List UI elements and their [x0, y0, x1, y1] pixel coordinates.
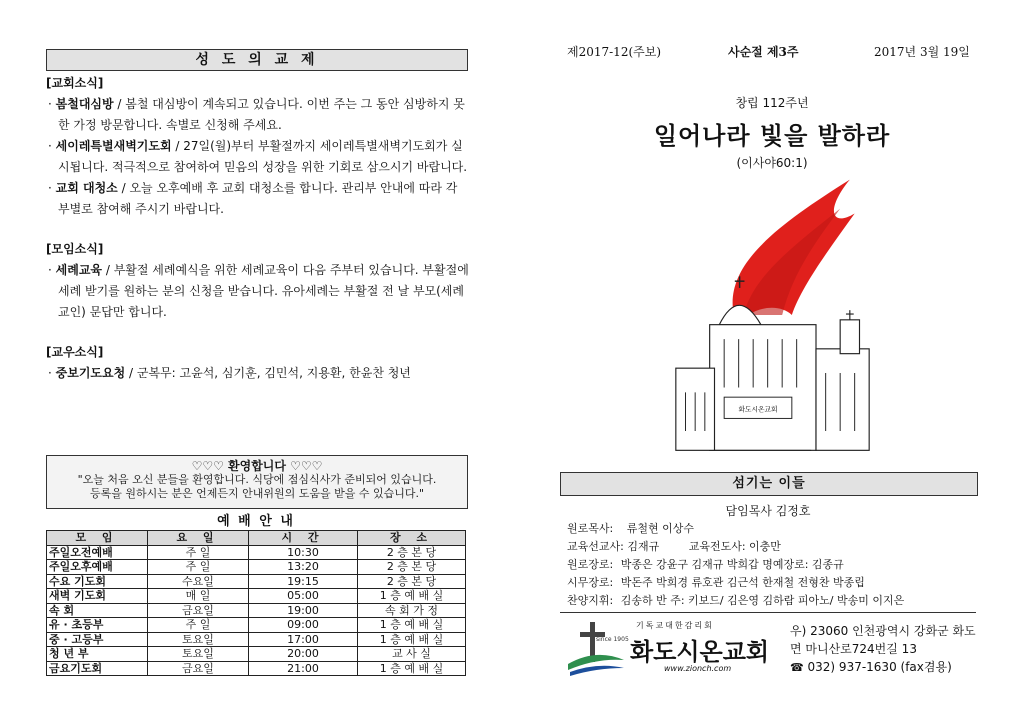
worship-schedule-table: [46, 530, 466, 676]
place-cell: 1 층 예 배 실: [358, 661, 466, 676]
day-cell: 매 일: [148, 589, 249, 604]
place-cell: 2 층 본 당: [358, 545, 466, 560]
day-cell: 주 일: [148, 618, 249, 633]
place-cell: 1 층 예 배 실: [358, 589, 466, 604]
theme-title: 일어나라 빛을 발하라: [653, 122, 891, 150]
day-cell: 주 일: [148, 560, 249, 575]
table-header-row: [47, 531, 466, 546]
welcome-line-2: 등록을 원하시는 분은 언제든지 안내위원의 도움을 받을 수 있습니다.": [89, 487, 425, 500]
news-item-title: 중보기도요청: [55, 366, 126, 380]
place-cell: 1 층 예 배 실: [358, 618, 466, 633]
news-item: · 봄철대심방 / 봄철 대심방이 계속되고 있습니다. 이번 주는 그 동안 심방하지 못한 가정 방문합니다. 속별로 신청해 주세요.: [48, 97, 465, 132]
news-item-text: / 봄철 대심방이 계속되고 있습니다. 이번 주는 그 동안 심방하지 못한 가정 방문합니다. 속별로 신청해 주세요.: [58, 97, 465, 132]
day-cell: 주 일: [148, 545, 249, 560]
church-illustration: [655, 170, 890, 460]
day-cell: 금요일: [148, 661, 249, 676]
liturgical-season: 사순절 제3주: [728, 45, 799, 59]
news-sections: [46, 72, 471, 384]
meeting-cell: 속 회: [47, 603, 148, 618]
staff-row: [567, 574, 977, 592]
staff-label: 찬양지휘:: [567, 594, 614, 607]
staff-list: [567, 520, 977, 610]
welcome-line-1: "오늘 처음 오신 분들을 환영합니다. 식당에 점심식사가 준비되어 있습니다.: [77, 473, 437, 486]
staff-names: 교육전도사: 이충만: [688, 540, 781, 553]
meeting-cell: 주일오후예배: [47, 560, 148, 575]
staff-names: 김송하 반 주: 키보드/ 김은영 김하람 피아노/ 박송미 이지은: [620, 594, 905, 607]
news-item-title: 봄철대심방: [55, 97, 114, 111]
church-website[interactable]: www.zionch.com: [664, 664, 732, 673]
news-item-title: 세례교육: [55, 263, 103, 277]
cross-icon: [566, 618, 626, 678]
table-row: [47, 545, 466, 560]
news-item: · 세이레특별새벽기도회 / 27일(월)부터 부활절까지 세이레특별새벽기도회가 실시됩니다. 적극적으로 참여하여 믿음의 성장을 위한 기회로 삼으시기 바랍니다.: [48, 139, 468, 174]
column-header: 장 소: [358, 531, 466, 546]
staff-label: 원로장로:: [567, 558, 614, 571]
column-header: 모 임: [47, 531, 148, 546]
column-header: 시 간: [249, 531, 358, 546]
staff-names: 류철현 이상수: [626, 522, 694, 535]
time-cell: 19:00: [249, 603, 358, 618]
place-cell: 2 층 본 당: [358, 574, 466, 589]
svg-text:화도시온교회: 화도시온교회: [738, 405, 778, 414]
time-cell: 09:00: [249, 618, 358, 633]
issue-number: 제2017-12(주보): [567, 45, 662, 59]
phone-line: [790, 658, 990, 677]
time-cell: 05:00: [249, 589, 358, 604]
bible-verse: (이사야60:1): [736, 156, 808, 170]
staff-label: 교육선교사: 김재규: [567, 540, 660, 553]
meeting-cell: 금요기도회: [47, 661, 148, 676]
church-name: 화도시온교회: [630, 638, 770, 666]
staff-names: 박종은 강윤구 김재규 박희갑 명예장로: 김종규: [620, 558, 844, 571]
address-line-1: 우) 23060 인천광역시 강화군 화도: [790, 624, 976, 638]
table-row: [47, 574, 466, 589]
staff-row: [567, 520, 977, 538]
denomination-label: 기독교대한감리회: [636, 621, 714, 630]
meeting-cell: 수요 기도회: [47, 574, 148, 589]
staff-row: [567, 592, 977, 610]
meeting-cell: 중 · 고등부: [47, 632, 148, 647]
news-item: · 세례교육 / 부활절 세례예식을 위한 세례교육이 다음 주부터 있습니다. 부활절에 세례 받기를 원하는 분의 신청을 받습니다. 유아세례는 부활절 전 날 부모(세례교인) 문답만 합니다.: [48, 263, 469, 319]
table-row: [47, 632, 466, 647]
table-row: [47, 647, 466, 662]
table-row: [47, 603, 466, 618]
section-heading: [교회소식]: [46, 76, 104, 90]
table-row: [47, 560, 466, 575]
meeting-cell: 유 · 초등부: [47, 618, 148, 633]
divider: [560, 612, 976, 613]
time-cell: 13:20: [249, 560, 358, 575]
servants-title: 섬기는 이들: [732, 476, 806, 491]
staff-names: 박돈주 박희경 류호관 김근석 한재철 전형찬 박종립: [620, 576, 865, 589]
news-item-text: / 부활절 세례예식을 위한 세례교육이 다음 주부터 있습니다. 부활절에 세례 받기를 원하는 분의 신청을 받습니다. 유아세례는 부활절 전 날 부모(세례교인) 문답만 합니다.: [58, 263, 469, 319]
meeting-cell: 새벽 기도회: [47, 589, 148, 604]
news-item-text: / 군복무: 고윤석, 심기훈, 김민석, 지용환, 한윤찬 청년: [125, 366, 411, 380]
address-line-2: 면 마니산로724번길 13: [790, 642, 917, 656]
church-logo: [566, 618, 784, 682]
table-row: [47, 618, 466, 633]
staff-label: 시무장로:: [567, 576, 614, 589]
table-row: [47, 661, 466, 676]
column-header: 요 일: [148, 531, 249, 546]
time-cell: 21:00: [249, 661, 358, 676]
news-item-text: / 오늘 오후예배 후 교회 대청소를 합니다. 관리부 안내에 따라 각 부별로 참여해 주시기 바랍니다.: [58, 181, 458, 216]
staff-label: 원로목사:: [567, 522, 614, 535]
meeting-cell: 주일오전예배: [47, 545, 148, 560]
phone-icon: ☎: [790, 661, 804, 674]
fellowship-title: 성 도 의 교 제: [195, 52, 319, 68]
time-cell: 20:00: [249, 647, 358, 662]
anniversary-label: 창립 112주년: [735, 96, 809, 110]
staff-row: [567, 538, 977, 556]
phone-number: 032) 937-1630 (fax겸용): [807, 660, 952, 674]
meeting-cell: 청 년 부: [47, 647, 148, 662]
welcome-box: [46, 455, 468, 509]
time-cell: 17:00: [249, 632, 358, 647]
news-item: · 교회 대청소 / 오늘 오후예배 후 교회 대청소를 합니다. 관리부 안내에 따라 각 부별로 참여해 주시기 바랍니다.: [48, 181, 458, 216]
news-item-title: 세이레특별새벽기도회: [55, 139, 172, 153]
since-label: since 1905: [596, 636, 629, 643]
news-item-title: 교회 대청소: [55, 181, 118, 195]
news-item: · 중보기도요청 / 군복무: 고윤석, 심기훈, 김민석, 지용환, 한윤찬 청년: [48, 366, 411, 380]
fellowship-header: [46, 49, 468, 71]
section-heading: [교우소식]: [46, 345, 104, 359]
place-cell: 2 층 본 당: [358, 560, 466, 575]
news-item-text: / 27일(월)부터 부활절까지 세이레특별새벽기도회가 실시됩니다. 적극적으로 참여하여 믿음의 성장을 위한 기회로 삼으시기 바랍니다.: [58, 139, 468, 174]
place-cell: 속 회 가 정: [358, 603, 466, 618]
senior-pastor: 담임목사 김정호: [725, 504, 811, 518]
servants-header: [560, 472, 978, 496]
address-block: [790, 622, 990, 677]
place-cell: 1 층 예 배 실: [358, 632, 466, 647]
staff-row: [567, 556, 977, 574]
bulletin-date: 2017년 3월 19일: [874, 45, 970, 59]
day-cell: 토요일: [148, 647, 249, 662]
time-cell: 10:30: [249, 545, 358, 560]
schedule-title: 예 배 안 내: [217, 514, 295, 529]
section-heading: [모임소식]: [46, 242, 104, 256]
table-row: [47, 589, 466, 604]
welcome-title: ♡♡♡ 환영합니다 ♡♡♡: [191, 459, 323, 473]
day-cell: 수요일: [148, 574, 249, 589]
place-cell: 교 사 실: [358, 647, 466, 662]
time-cell: 19:15: [249, 574, 358, 589]
day-cell: 금요일: [148, 603, 249, 618]
day-cell: 토요일: [148, 632, 249, 647]
